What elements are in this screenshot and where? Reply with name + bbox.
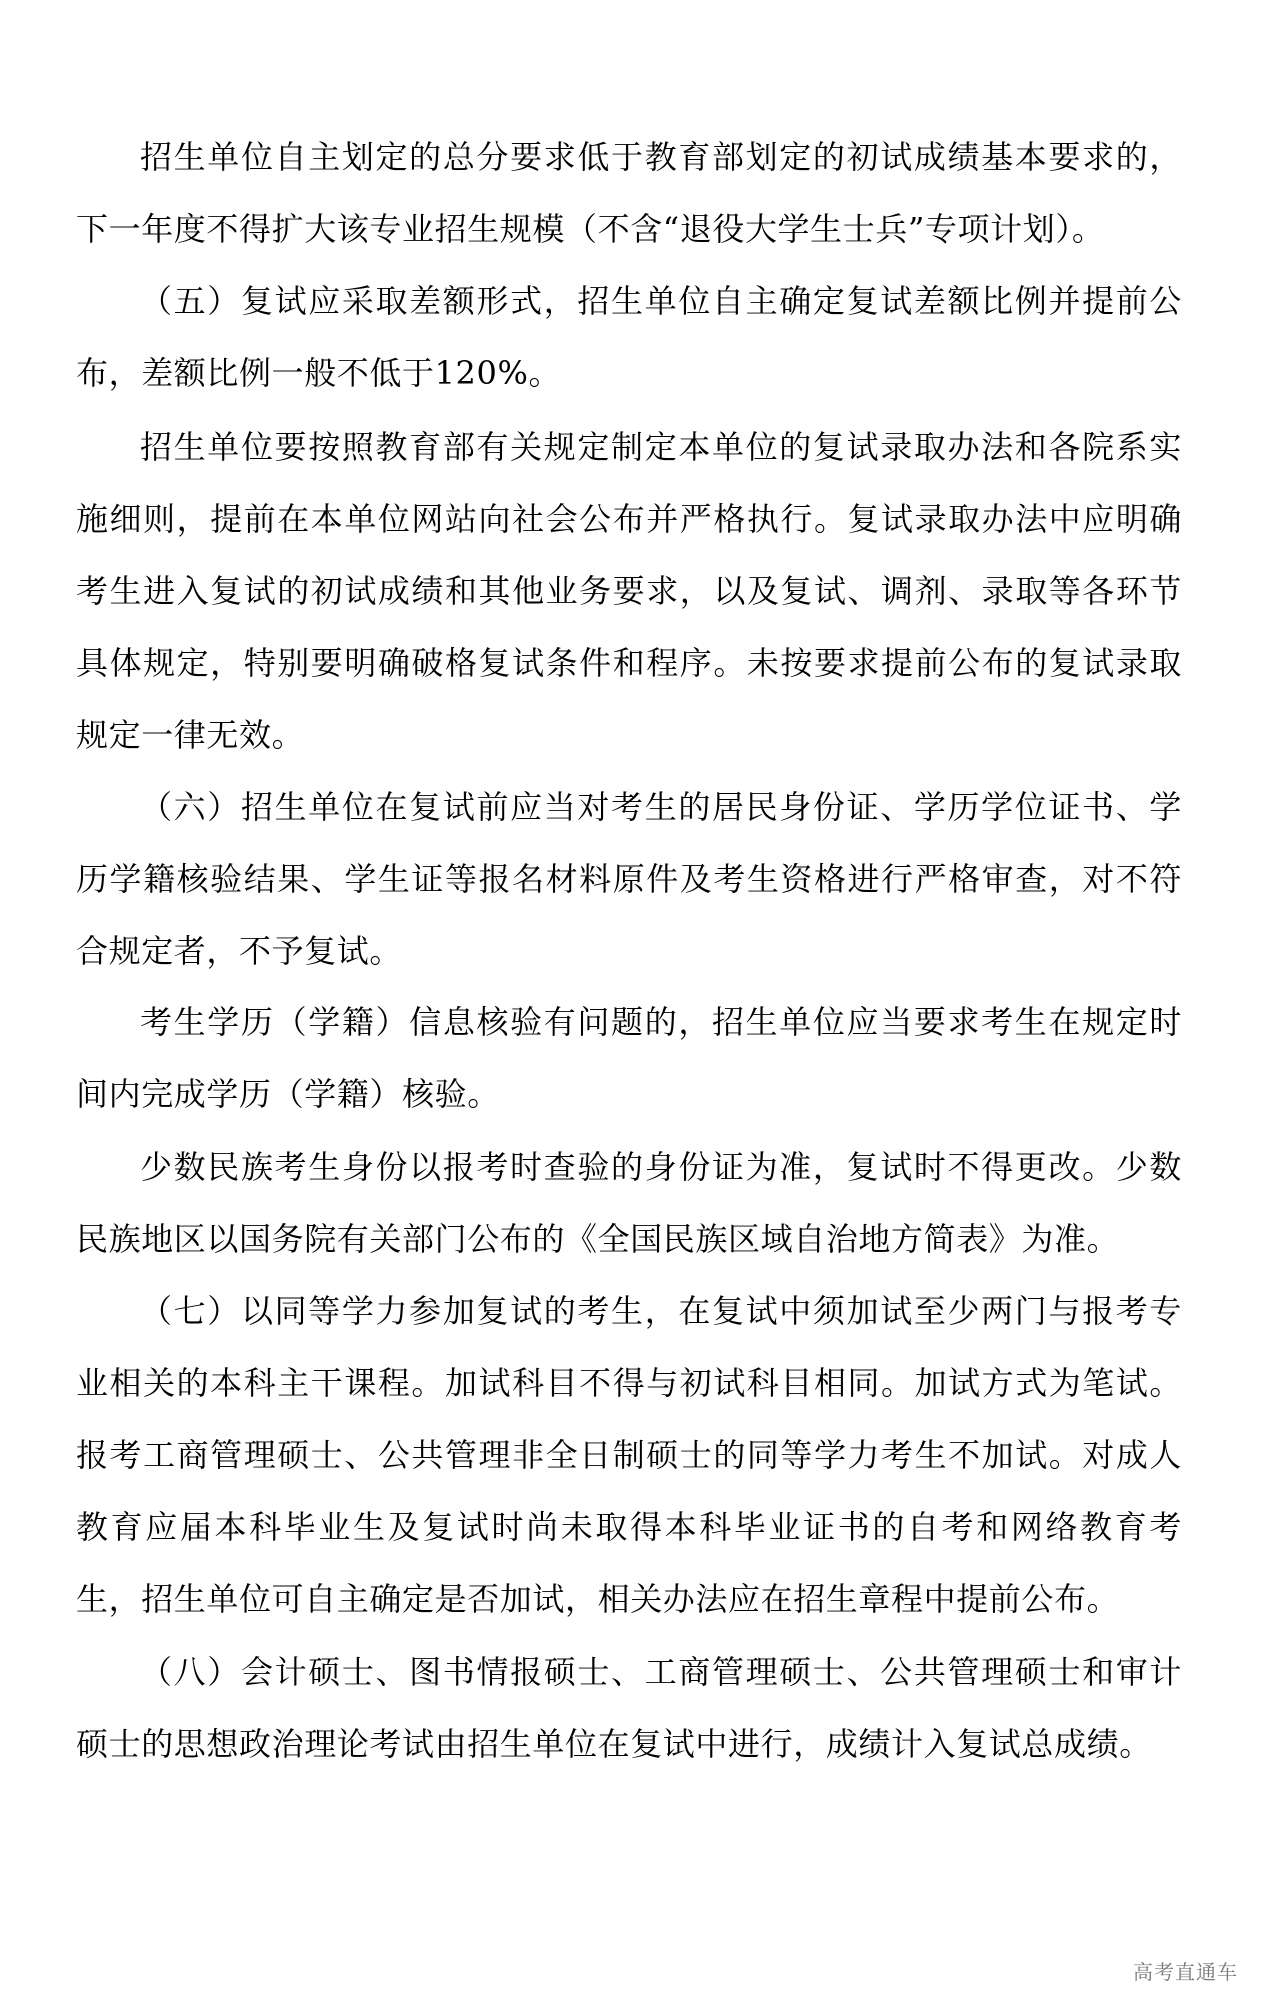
paragraph-admission-rules: 招生单位要按照教育部有关规定制定本单位的复试录取办法和各院系实施细则，提前在本单位网站向社会公布并严格执行。复试录取办法中应明确考生进入复试的初试成绩和其他业务要求，以及复试、调剂、录取等各环节具体规定，特别要明确破格复试条件和程序。未按要求提前公布的复试录取规定一律无效。 (76, 428, 1182, 754)
watermark-text: 高考直通车 (1133, 1960, 1238, 1984)
paragraph-education-verification: 考生学历（学籍）信息核验有问题的，招生单位应当要求考生在规定时间内完成学历（学籍）核验。 (76, 1003, 1182, 1113)
paragraph-item-7-equivalent: （七）以同等学力参加复试的考生，在复试中须加试至少两门与报考专业相关的本科主干课程。加试科目不得与初试科目相同。加试方式为笔试。报考工商管理硕士、公共管理非全日制硕士的同等学力考生不加试。对成人教育应届本科毕业生及复试时尚未取得本科毕业证书的自考和网络教育考生，招生单位可自主确定是否加试，相关办法应在招生章程中提前公布。 (76, 1292, 1182, 1618)
paragraph-item-5-ratio: （五）复试应采取差额形式，招生单位自主确定复试差额比例并提前公布，差额比例一般不低于120%。 (76, 282, 1182, 392)
paragraph-ethnic-minority: 少数民族考生身份以报考时查验的身份证为准，复试时不得更改。少数民族地区以国务院有关部门公布的《全国民族区域自治地方简表》为准。 (76, 1148, 1182, 1258)
paragraph-item-8-politics: （八）会计硕士、图书情报硕士、工商管理硕士、公共管理硕士和审计硕士的思想政治理论考试由招生单位在复试中进行，成绩计入复试总成绩。 (76, 1653, 1182, 1763)
paragraph-item-6-review: （六）招生单位在复试前应当对考生的居民身份证、学历学位证书、学历学籍核验结果、学生证等报名材料原件及考生资格进行严格审查，对不符合规定者，不予复试。 (76, 788, 1182, 970)
paragraph-total-score-rule: 招生单位自主划定的总分要求低于教育部划定的初试成绩基本要求的，下一年度不得扩大该专业招生规模（不含“退役大学生士兵”专项计划）。 (76, 138, 1182, 248)
